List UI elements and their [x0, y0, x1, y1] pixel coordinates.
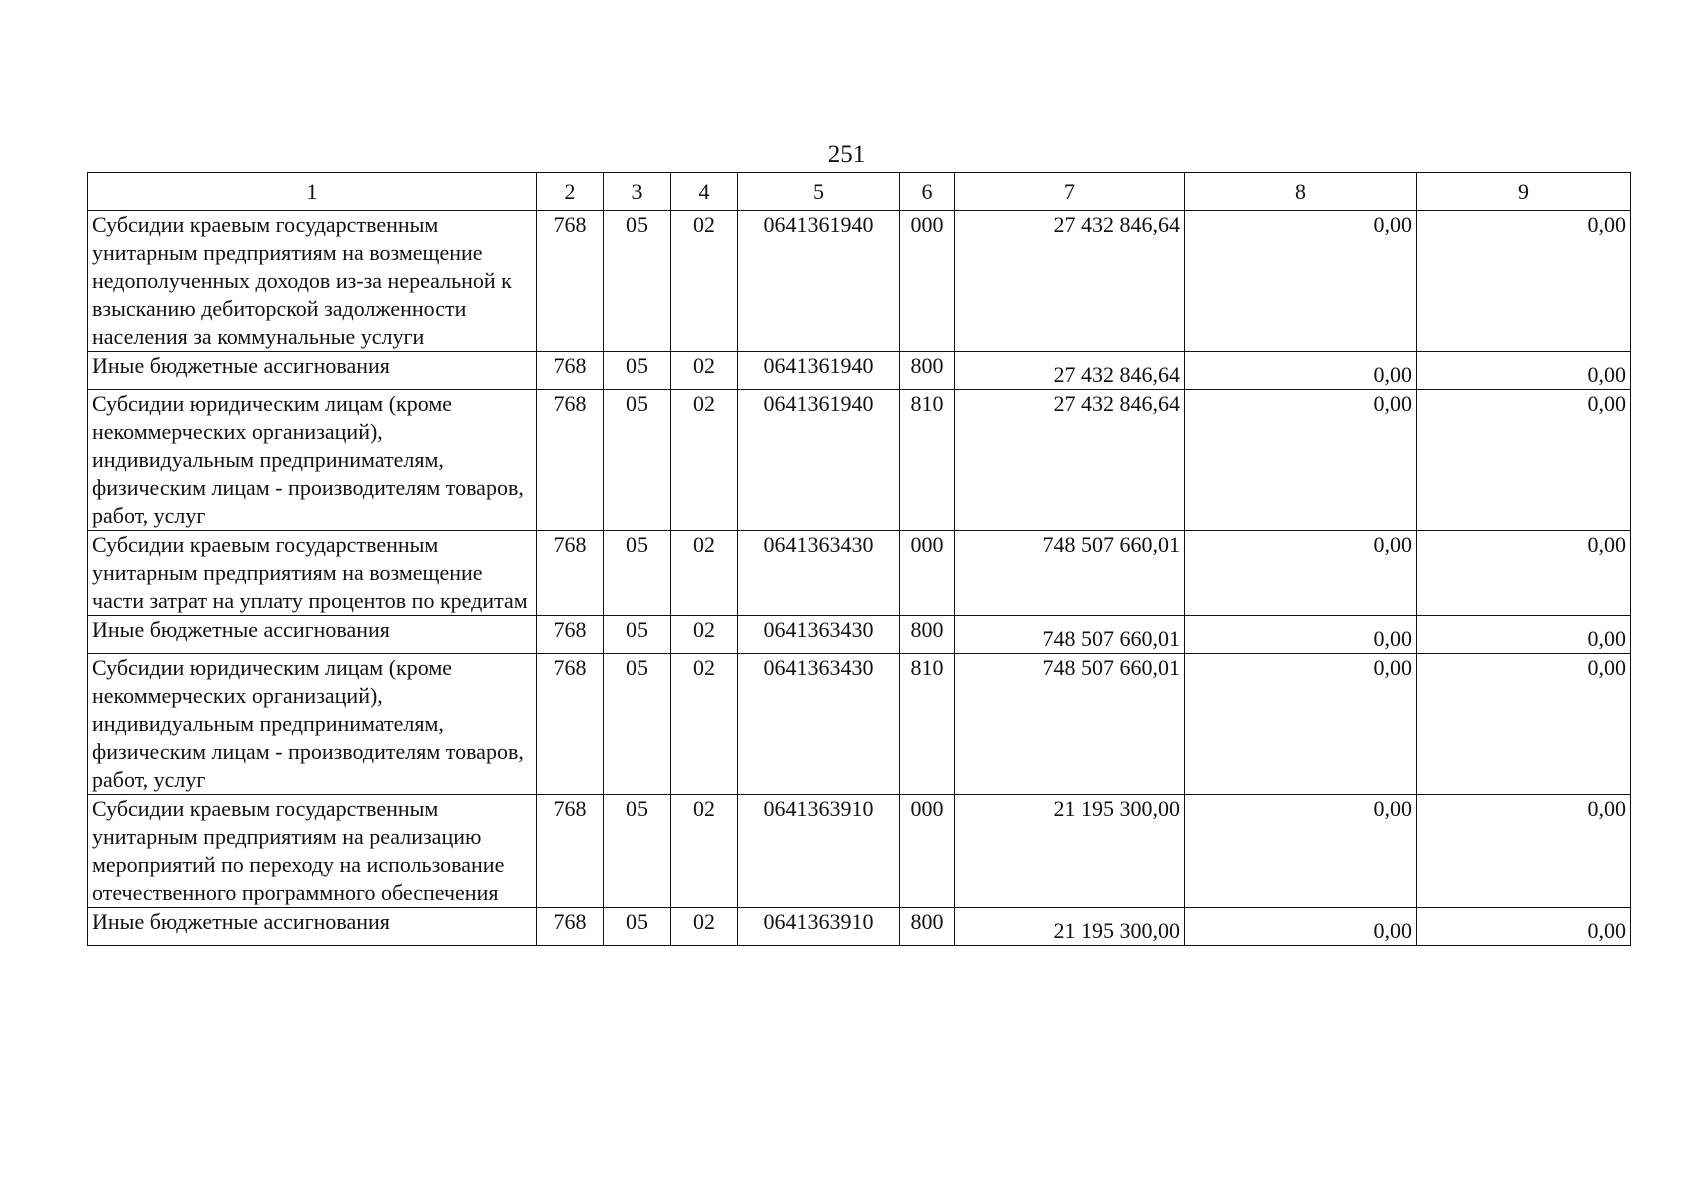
row-expense-type-code: 800 [900, 908, 955, 946]
row-name: Иные бюджетные ассигнования [88, 352, 537, 390]
row-amount-8: 0,00 [1185, 211, 1417, 352]
row-target-code: 0641361940 [738, 390, 900, 531]
column-header: 4 [671, 173, 738, 211]
row-amount-7: 27 432 846,64 [955, 352, 1185, 390]
row-expense-type-code: 810 [900, 390, 955, 531]
row-expense-type-code: 000 [900, 211, 955, 352]
row-subsection-code: 02 [671, 654, 738, 795]
row-ministry-code: 768 [537, 390, 604, 531]
table-row [88, 352, 1631, 390]
column-header: 7 [955, 173, 1185, 211]
row-target-code: 0641363910 [738, 795, 900, 908]
row-section-code: 05 [604, 531, 671, 616]
row-expense-type-code: 800 [900, 616, 955, 654]
row-amount-8: 0,00 [1185, 390, 1417, 531]
row-amount-7: 27 432 846,64 [955, 211, 1185, 352]
column-header: 9 [1417, 173, 1631, 211]
row-subsection-code: 02 [671, 795, 738, 908]
row-amount-9: 0,00 [1417, 211, 1631, 352]
row-target-code: 0641361940 [738, 352, 900, 390]
row-amount-8: 0,00 [1185, 795, 1417, 908]
table-row [88, 390, 1631, 531]
row-amount-9: 0,00 [1417, 654, 1631, 795]
row-name: Субсидии юридическим лицам (кроме некоммерческих организаций), индивидуальным предпринимателям, физическим лицам - производителям товаров, работ, услуг [88, 654, 537, 795]
row-amount-8: 0,00 [1185, 531, 1417, 616]
row-subsection-code: 02 [671, 531, 738, 616]
header-row [88, 173, 1631, 211]
row-amount-9: 0,00 [1417, 795, 1631, 908]
table-row [88, 908, 1631, 946]
row-ministry-code: 768 [537, 908, 604, 946]
row-amount-8: 0,00 [1185, 616, 1417, 654]
row-amount-7: 748 507 660,01 [955, 531, 1185, 616]
row-section-code: 05 [604, 795, 671, 908]
row-amount-9: 0,00 [1417, 531, 1631, 616]
row-amount-7: 748 507 660,01 [955, 654, 1185, 795]
row-ministry-code: 768 [537, 211, 604, 352]
row-section-code: 05 [604, 908, 671, 946]
budget-table [87, 172, 1631, 946]
row-target-code: 0641363430 [738, 654, 900, 795]
row-name: Субсидии краевым государственным унитарным предприятиям на возмещение части затрат на уплату процентов по кредитам [88, 531, 537, 616]
row-amount-9: 0,00 [1417, 616, 1631, 654]
table-row [88, 531, 1631, 616]
row-expense-type-code: 800 [900, 352, 955, 390]
row-amount-7: 27 432 846,64 [955, 390, 1185, 531]
row-name: Иные бюджетные ассигнования [88, 908, 537, 946]
row-name: Субсидии юридическим лицам (кроме некоммерческих организаций), индивидуальным предпринимателям, физическим лицам - производителям товаров, работ, услуг [88, 390, 537, 531]
row-amount-7: 21 195 300,00 [955, 908, 1185, 946]
row-target-code: 0641363910 [738, 908, 900, 946]
table-row [88, 211, 1631, 352]
row-amount-8: 0,00 [1185, 908, 1417, 946]
row-target-code: 0641363430 [738, 616, 900, 654]
table-row [88, 654, 1631, 795]
column-header: 8 [1185, 173, 1417, 211]
row-target-code: 0641361940 [738, 211, 900, 352]
column-header: 2 [537, 173, 604, 211]
row-ministry-code: 768 [537, 531, 604, 616]
row-subsection-code: 02 [671, 352, 738, 390]
row-section-code: 05 [604, 390, 671, 531]
row-name: Субсидии краевым государственным унитарным предприятиям на возмещение недополученных доходов из-за нереальной к взысканию дебиторской задолженности населения за коммунальные услуги [88, 211, 537, 352]
table-row [88, 616, 1631, 654]
row-name: Субсидии краевым государственным унитарным предприятиям на реализацию мероприятий по переходу на использование отечественного программного обеспечения [88, 795, 537, 908]
row-amount-9: 0,00 [1417, 352, 1631, 390]
row-amount-8: 0,00 [1185, 654, 1417, 795]
row-amount-8: 0,00 [1185, 352, 1417, 390]
row-amount-9: 0,00 [1417, 390, 1631, 531]
row-amount-7: 748 507 660,01 [955, 616, 1185, 654]
row-subsection-code: 02 [671, 211, 738, 352]
column-header: 1 [88, 173, 537, 211]
row-target-code: 0641363430 [738, 531, 900, 616]
row-section-code: 05 [604, 352, 671, 390]
row-ministry-code: 768 [537, 795, 604, 908]
row-ministry-code: 768 [537, 352, 604, 390]
table-row [88, 795, 1631, 908]
column-header: 6 [900, 173, 955, 211]
page-number: 251 [827, 141, 866, 168]
row-subsection-code: 02 [671, 616, 738, 654]
column-header: 5 [738, 173, 900, 211]
row-subsection-code: 02 [671, 908, 738, 946]
row-expense-type-code: 810 [900, 654, 955, 795]
column-header: 3 [604, 173, 671, 211]
row-ministry-code: 768 [537, 654, 604, 795]
row-amount-9: 0,00 [1417, 908, 1631, 946]
row-expense-type-code: 000 [900, 795, 955, 908]
row-name: Иные бюджетные ассигнования [88, 616, 537, 654]
row-expense-type-code: 000 [900, 531, 955, 616]
row-section-code: 05 [604, 616, 671, 654]
row-section-code: 05 [604, 654, 671, 795]
row-amount-7: 21 195 300,00 [955, 795, 1185, 908]
row-section-code: 05 [604, 211, 671, 352]
row-ministry-code: 768 [537, 616, 604, 654]
row-subsection-code: 02 [671, 390, 738, 531]
